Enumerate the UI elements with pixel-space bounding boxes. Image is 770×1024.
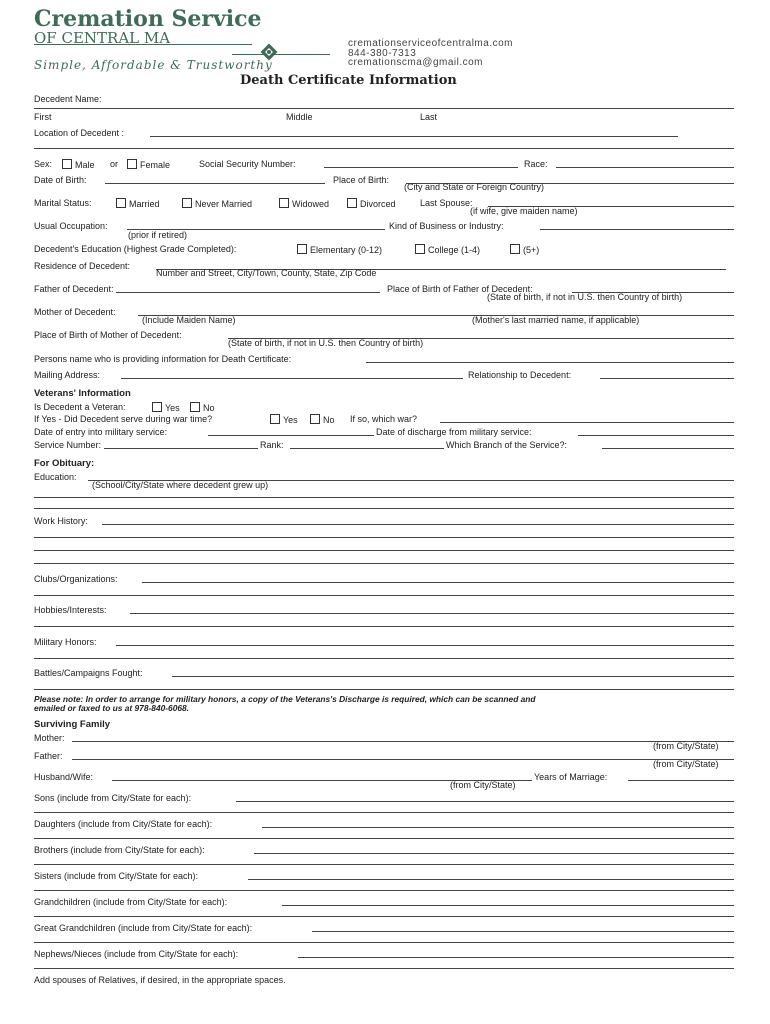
grandchildren-label: Grandchildren (include from City/State for each): bbox=[34, 897, 228, 907]
family-father-label: Father: bbox=[34, 751, 63, 761]
elementary-option[interactable] bbox=[297, 244, 382, 255]
elementary-checkbox[interactable] bbox=[297, 244, 307, 254]
veterans-heading: Veterans' Information bbox=[34, 388, 131, 399]
brothers-line-2[interactable] bbox=[34, 864, 734, 865]
veteran-no-option[interactable] bbox=[190, 402, 215, 413]
race-label: Race: bbox=[524, 159, 548, 169]
college-checkbox[interactable] bbox=[415, 244, 425, 254]
hobbies-label: Hobbies/Interests: bbox=[34, 605, 107, 615]
pob-hint: (City and State or Foreign Country) bbox=[404, 182, 545, 192]
service-number-field[interactable] bbox=[104, 448, 258, 449]
honors-line-2[interactable] bbox=[34, 658, 734, 659]
never-married-label: Never Married bbox=[195, 199, 253, 209]
decedent-name-field[interactable] bbox=[34, 108, 734, 109]
years-label: Years of Marriage: bbox=[534, 772, 608, 782]
location-label: Location of Decedent : bbox=[34, 128, 125, 138]
clubs-label: Clubs/Organizations: bbox=[34, 574, 118, 584]
female-label: Female bbox=[140, 160, 171, 170]
work-line-2[interactable] bbox=[34, 537, 734, 538]
war-yes-checkbox[interactable] bbox=[270, 414, 280, 424]
mother-hint: (Include Maiden Name) bbox=[142, 315, 236, 325]
occupation-hint: (prior if retired) bbox=[128, 230, 188, 240]
hobbies-line-2[interactable] bbox=[34, 626, 734, 627]
entry-label: Date of entry into military service: bbox=[34, 427, 168, 437]
is-veteran-label: Is Decedent a Veteran: bbox=[34, 402, 126, 412]
service-number-label: Service Number: bbox=[34, 440, 102, 450]
veteran-yes-checkbox[interactable] bbox=[152, 402, 162, 412]
married-option[interactable] bbox=[116, 198, 160, 209]
middle-hint: Middle bbox=[286, 112, 313, 122]
divorced-checkbox[interactable] bbox=[347, 198, 357, 208]
occupation-label: Usual Occupation: bbox=[34, 221, 108, 231]
residence-hint: Number and Street, City/Town, County, State, Zip Code bbox=[156, 268, 377, 278]
grandchildren-field[interactable] bbox=[282, 905, 734, 906]
male-label: Male bbox=[75, 160, 95, 170]
entry-field[interactable] bbox=[208, 435, 374, 436]
mother-last-hint: (Mother's last married name, if applicable) bbox=[472, 315, 640, 325]
brothers-field[interactable] bbox=[254, 853, 734, 854]
discharge-field[interactable] bbox=[578, 435, 734, 436]
which-war-label: If so, which war? bbox=[350, 414, 418, 424]
brand-subtitle: OF CENTRAL MA bbox=[34, 29, 171, 47]
war-yes-label: Yes bbox=[283, 415, 298, 425]
grandchildren-line-2[interactable] bbox=[34, 916, 734, 917]
race-field[interactable] bbox=[556, 167, 734, 168]
brand-tagline: Simple, Affordable & Trustworthy bbox=[34, 58, 273, 72]
battles-field[interactable] bbox=[172, 676, 734, 677]
plus5-checkbox[interactable] bbox=[510, 244, 520, 254]
mother-label: Mother of Decedent: bbox=[34, 307, 116, 317]
work-label: Work History: bbox=[34, 516, 88, 526]
female-option[interactable] bbox=[127, 159, 170, 170]
family-mother-from-hint: (from City/State) bbox=[653, 741, 719, 751]
war-time-label: If Yes - Did Decedent serve during war time? bbox=[34, 414, 213, 424]
daughters-label: Daughters (include from City/State for each): bbox=[34, 819, 213, 829]
sisters-label: Sisters (include from City/State for each): bbox=[34, 871, 199, 881]
male-checkbox[interactable] bbox=[62, 159, 72, 169]
never-married-option[interactable] bbox=[182, 198, 252, 209]
never-married-checkbox[interactable] bbox=[182, 198, 192, 208]
industry-field[interactable] bbox=[540, 229, 734, 230]
location-field-2[interactable] bbox=[34, 148, 734, 149]
marital-label: Marital Status: bbox=[34, 198, 92, 208]
rank-field[interactable] bbox=[290, 448, 444, 449]
war-yes-option[interactable] bbox=[270, 414, 298, 425]
location-field[interactable] bbox=[150, 136, 678, 137]
mother-pob-hint: (State of birth, if not in U.S. then Country of birth) bbox=[228, 338, 424, 348]
war-no-label: No bbox=[323, 415, 335, 425]
ssn-label: Social Security Number: bbox=[199, 159, 296, 169]
honors-label: Military Honors: bbox=[34, 637, 97, 647]
battles-label: Battles/Campaigns Fought: bbox=[34, 668, 143, 678]
widowed-option[interactable] bbox=[279, 198, 329, 209]
obit-education-hint: (School/City/State where decedent grew up) bbox=[92, 480, 269, 490]
informant-field[interactable] bbox=[366, 362, 734, 363]
great-grandchildren-label: Great Grandchildren (include from City/State for each): bbox=[34, 923, 253, 933]
mother-pob-label: Place of Birth of Mother of Decedent: bbox=[34, 330, 182, 340]
or-text: or bbox=[110, 159, 119, 169]
great-grandchildren-line-2[interactable] bbox=[34, 942, 734, 943]
father-field[interactable] bbox=[116, 292, 380, 293]
sisters-field[interactable] bbox=[248, 879, 734, 880]
relationship-field[interactable] bbox=[600, 378, 734, 379]
phone-text: 844-380-7313 bbox=[348, 48, 417, 59]
branch-field[interactable] bbox=[602, 448, 734, 449]
last-spouse-label: Last Spouse: bbox=[420, 198, 473, 208]
nephews-label: Nephews/Nieces (include from City/State for each): bbox=[34, 949, 239, 959]
ssn-field[interactable] bbox=[324, 167, 518, 168]
plus5-label: (5+) bbox=[523, 245, 540, 255]
sex-label: Sex: bbox=[34, 159, 53, 169]
family-mother-label: Mother: bbox=[34, 733, 65, 743]
dob-field[interactable] bbox=[105, 183, 325, 184]
veteran-no-checkbox[interactable] bbox=[190, 402, 200, 412]
battles-line-2[interactable] bbox=[34, 689, 734, 690]
form-title: Death Certificate Information bbox=[240, 73, 457, 88]
college-option[interactable] bbox=[415, 244, 480, 255]
informant-label: Persons name who is providing information for Death Certificate: bbox=[34, 354, 292, 364]
family-father-from-hint: (from City/State) bbox=[653, 759, 719, 769]
daughters-field[interactable] bbox=[262, 827, 734, 828]
married-label: Married bbox=[129, 199, 160, 209]
clubs-field[interactable] bbox=[142, 582, 734, 583]
years-field[interactable] bbox=[628, 780, 734, 781]
college-label: College (1-4) bbox=[428, 245, 481, 255]
divorced-label: Divorced bbox=[360, 199, 396, 209]
father-pob-label: Place of Birth of Father of Decedent: bbox=[387, 284, 533, 294]
veteran-yes-label: Yes bbox=[165, 403, 180, 413]
which-war-field[interactable] bbox=[440, 422, 734, 423]
family-mother-field[interactable] bbox=[72, 741, 734, 742]
divorced-option[interactable] bbox=[347, 198, 396, 209]
great-grandchildren-field[interactable] bbox=[312, 931, 734, 932]
pob-label: Place of Birth: bbox=[333, 175, 390, 185]
obit-education-line-3[interactable] bbox=[34, 508, 734, 509]
industry-label: Kind of Business or Industry: bbox=[389, 221, 504, 231]
father-pob-hint: (State of birth, if not in U.S. then Country of birth) bbox=[487, 292, 683, 302]
elementary-label: Elementary (0-12) bbox=[310, 245, 383, 255]
decedent-name-label: Decedent Name: bbox=[34, 94, 102, 104]
spouse-hint: (if wife, give maiden name) bbox=[470, 206, 578, 216]
brand-name: Cremation Service bbox=[34, 6, 262, 32]
war-no-option[interactable] bbox=[310, 414, 335, 425]
header-rule bbox=[34, 44, 252, 45]
email-text: cremationscma@gmail.com bbox=[348, 57, 484, 68]
work-field[interactable] bbox=[102, 524, 734, 525]
sons-line-2[interactable] bbox=[34, 812, 734, 813]
obit-education-label: Education: bbox=[34, 472, 77, 482]
residence-label: Residence of Decedent: bbox=[34, 261, 131, 271]
nephews-line-2[interactable] bbox=[34, 968, 734, 969]
plus5-option[interactable] bbox=[510, 244, 539, 255]
branch-label: Which Branch of the Service?: bbox=[446, 440, 568, 450]
education-label: Decedent's Education (Highest Grade Completed): bbox=[34, 244, 237, 254]
hobbies-field[interactable] bbox=[130, 613, 734, 614]
family-heading: Surviving Family bbox=[34, 719, 111, 730]
military-note: Please note: In order to arrange for military honors, a copy of the Veterans's Discharge is required, which can be scanned and bbox=[34, 694, 536, 704]
dob-label: Date of Birth: bbox=[34, 175, 87, 185]
last-hint: Last bbox=[420, 112, 438, 122]
first-hint: First bbox=[34, 112, 52, 122]
honors-field[interactable] bbox=[116, 645, 734, 646]
military-note-2: emailed or faxed to us at 978-840-6068. bbox=[34, 703, 190, 713]
sisters-line-2[interactable] bbox=[34, 890, 734, 891]
daughters-line-2[interactable] bbox=[34, 838, 734, 839]
widowed-checkbox[interactable] bbox=[279, 198, 289, 208]
male-option[interactable] bbox=[62, 159, 95, 170]
family-father-field[interactable] bbox=[72, 759, 734, 760]
mailing-label: Mailing Address: bbox=[34, 370, 101, 380]
work-line-3[interactable] bbox=[34, 550, 734, 551]
married-checkbox[interactable] bbox=[116, 198, 126, 208]
brothers-label: Brothers (include from City/State for each): bbox=[34, 845, 205, 855]
nephews-field[interactable] bbox=[298, 957, 734, 958]
rank-label: Rank: bbox=[260, 440, 284, 450]
veteran-yes-option[interactable] bbox=[152, 402, 180, 413]
spouse-from-hint: (from City/State) bbox=[450, 780, 516, 790]
female-checkbox[interactable] bbox=[127, 159, 137, 169]
header-rule-right bbox=[232, 54, 330, 55]
veteran-no-label: No bbox=[203, 403, 215, 413]
spouse-label: Husband/Wife: bbox=[34, 772, 94, 782]
obituary-heading: For Obituary: bbox=[34, 458, 95, 469]
relationship-label: Relationship to Decedent: bbox=[468, 370, 572, 380]
discharge-label: Date of discharge from military service: bbox=[376, 427, 532, 437]
sons-field[interactable] bbox=[236, 801, 734, 802]
footer-note: Add spouses of Relatives, if desired, in the appropriate spaces. bbox=[34, 975, 286, 985]
website-text: cremationserviceofcentralma.com bbox=[348, 38, 513, 49]
work-line-4[interactable] bbox=[34, 563, 734, 564]
obit-education-line-2[interactable] bbox=[34, 497, 734, 498]
mailing-field[interactable] bbox=[121, 378, 463, 379]
war-no-checkbox[interactable] bbox=[310, 414, 320, 424]
widowed-label: Widowed bbox=[292, 199, 330, 209]
father-label: Father of Decedent: bbox=[34, 284, 114, 294]
clubs-line-2[interactable] bbox=[34, 595, 734, 596]
sons-label: Sons (include from City/State for each): bbox=[34, 793, 192, 803]
